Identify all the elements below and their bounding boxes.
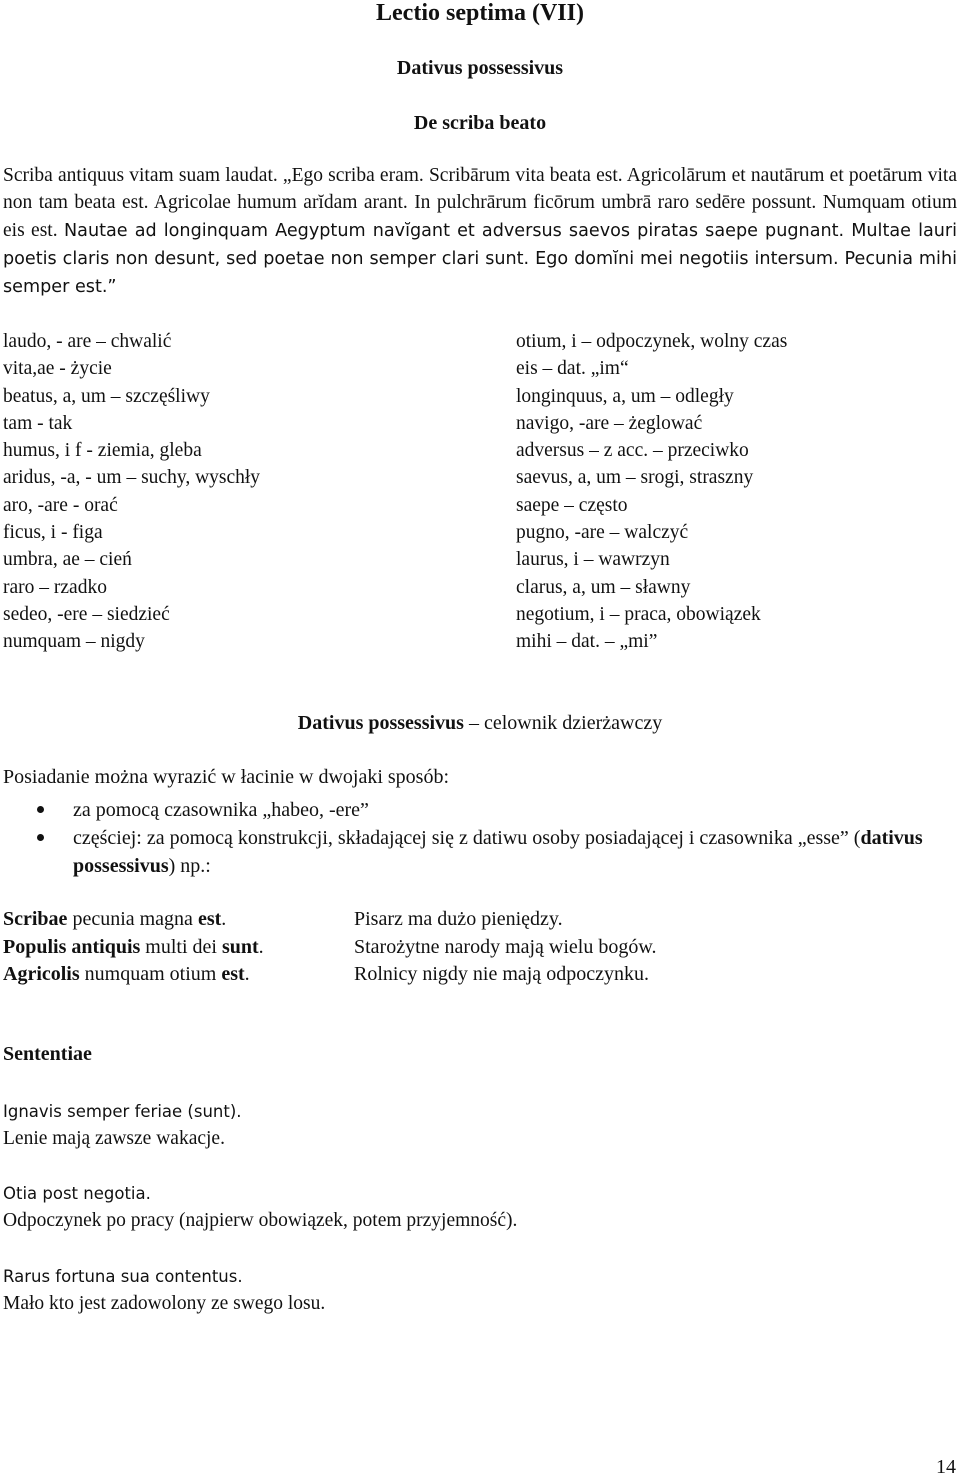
grammar-heading (0, 712, 960, 735)
grammar-heading-translation: – celownik dzierżawczy (463, 712, 663, 734)
reading-title: De scriba beato (413, 112, 547, 134)
example-end: . (221, 908, 227, 930)
bullet-icon (37, 806, 44, 813)
vocabulary-right-column (516, 328, 956, 656)
example-middle: numquam otium (79, 963, 222, 985)
example-verb: est (197, 908, 222, 930)
vocab-item: sedeo, -ere – siedzieć (3, 603, 170, 625)
example-dative: Populis antiquis (3, 935, 141, 958)
grammar-bullet-list (0, 796, 960, 880)
vocab-item: mihi – dat. – „mi” (516, 631, 658, 653)
sententia-polish: Mało kto jest zadowolony ze swego losu. (3, 1293, 326, 1314)
example-verb: est (221, 963, 245, 985)
example-translation: Starożytne narody mają wielu bogów. (354, 935, 657, 958)
bullet-text: za pomocą czasownika „habeo, -ere” (73, 799, 369, 821)
vocab-item: navigo, -are – żeglować (516, 412, 703, 434)
bullet-text: częściej: za pomocą konstrukcji, składającej się z datiwu osoby posiadającej i czasownika „esse” ( (73, 827, 861, 849)
examples-polish (354, 906, 914, 989)
vocab-item: saepe – często (516, 494, 628, 516)
vocab-item: otium, i – odpoczynek, wolny czas (516, 331, 788, 352)
bullet-bold-term: dativus possessivus (73, 827, 923, 877)
bullet-text-end: ) np.: (168, 855, 211, 877)
reading-text (3, 162, 957, 301)
example-dative: Agricolis (3, 963, 80, 985)
grammar-intro: Posiadanie można wyrazić w łacinie w dwojaki sposób: (3, 766, 449, 788)
bullet-item (0, 824, 933, 880)
example-verb: sunt (221, 935, 259, 958)
sententiae-heading: Sententiae (3, 1043, 92, 1065)
reading-text-part2: Nautae ad longinquam Aegyptum navĭgant et adversus saevos piratas saepe pugnant. Multae lauri poetis claris non desunt, sed poetae non semper clari sunt. Ego domĭni mei negotiis intersum. Pecunia mihi semper est.” (3, 220, 958, 298)
sententia-block (3, 1098, 242, 1152)
example-end: . (244, 963, 250, 985)
example-latin (3, 961, 343, 989)
vocab-item: adversus – z acc. – przeciwko (516, 440, 749, 462)
example-latin (3, 906, 343, 934)
sententia-block (3, 1263, 325, 1317)
sententia-latin: Otia post negotia. (3, 1184, 151, 1203)
vocab-item: beatus, a, um – szczęśliwy (3, 385, 210, 407)
example-latin (3, 934, 343, 962)
example-middle: multi dei (140, 935, 222, 958)
vocab-item: clarus, a, um – sławny (516, 576, 691, 598)
vocab-item: humus, i f - ziemia, gleba (3, 440, 202, 462)
bullet-icon (37, 834, 44, 841)
vocab-item: aro, -are - orać (3, 494, 118, 516)
vocab-item: longinquus, a, um – odległy (516, 385, 734, 407)
vocab-item: aridus, -a, - um – suchy, wyschły (3, 467, 261, 489)
sententia-polish: Lenie mają zawsze wakacje. (3, 1128, 225, 1149)
vocab-item: numquam – nigdy (3, 631, 145, 653)
example-end: . (258, 935, 264, 958)
vocab-item: raro – rzadko (3, 576, 107, 598)
vocab-item: eis – dat. „im“ (516, 358, 629, 380)
lesson-title: Lectio septima (VII) (376, 0, 584, 26)
vocab-item: pugno, -are – walczyć (516, 522, 689, 544)
example-translation: Pisarz ma dużo pieniędzy. (354, 908, 563, 930)
sententia-polish: Odpoczynek po pracy (najpierw obowiązek, potem przyjemność). (3, 1210, 518, 1231)
example-translation: Rolnicy nigdy nie mają odpoczynku. (354, 963, 649, 985)
reading-text-part1: Scriba antiquus vitam suam laudat. „Ego scriba eram. Scribārum vita beata est. Agricolārum et nautārum et poetārum vita non tam beata est. Agricolae humum arĭdam arant. In pulchrārum ficōrum umbrā raro sedēre possunt. Numquam otium eis est. (3, 165, 957, 241)
bullet-item (0, 796, 933, 824)
vocab-item: laurus, i – wawrzyn (516, 549, 670, 571)
page-number: 14 (936, 1456, 956, 1478)
lesson-subtitle: Dativus possessivus (396, 57, 564, 79)
example-middle: pecunia magna (67, 908, 198, 930)
vocab-item: vita,ae - życie (3, 358, 112, 380)
vocab-item: saevus, a, um – srogi, straszny (516, 467, 754, 489)
examples-latin (3, 906, 343, 989)
example-dative: Scribae (3, 908, 68, 930)
vocab-item: negotium, i – praca, obowiązek (516, 603, 761, 625)
vocab-item: umbra, ae – cień (3, 549, 132, 571)
vocabulary-left-column (3, 328, 483, 656)
vocab-item: ficus, i - figa (3, 522, 103, 544)
sententia-latin: Rarus fortuna sua contentus. (3, 1267, 243, 1286)
sententia-latin: Ignavis semper feriae (sunt). (3, 1102, 242, 1121)
grammar-heading-term: Dativus possessivus (297, 712, 464, 734)
vocab-item: laudo, - are – chwalić (3, 331, 172, 352)
sententia-block (3, 1180, 517, 1234)
vocab-item: tam - tak (3, 412, 73, 434)
